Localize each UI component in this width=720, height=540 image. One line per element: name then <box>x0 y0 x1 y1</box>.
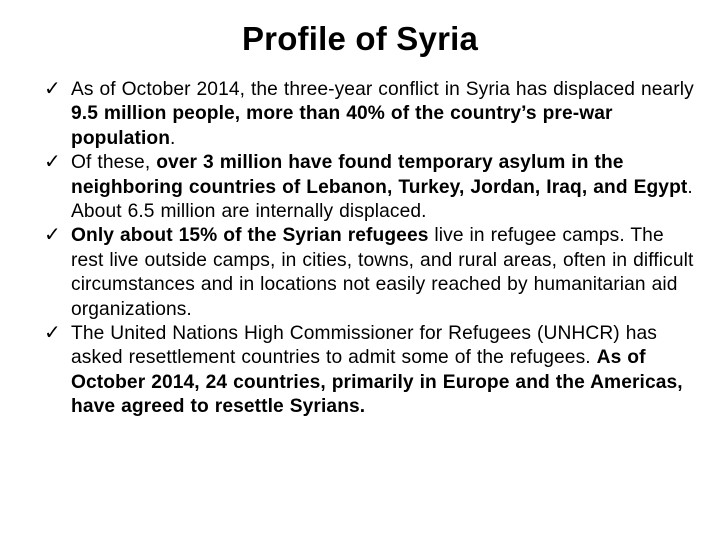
check-mark-icon: ✓ <box>44 78 61 100</box>
bullet-text <box>71 225 693 319</box>
bullet-text-segment-bold: As of October 2014, 24 countries, primarily in Europe and the Americas, have agreed to resettle Syrians. <box>71 347 683 418</box>
check-mark-icon: ✓ <box>44 322 61 345</box>
bullet-text-segment: . <box>170 127 176 149</box>
bullet-text-segment-bold: over 3 million have found temporary asylum in the neighboring countries of Lebanon, Turkey, Jordan, Iraq, and Egypt <box>71 152 688 198</box>
bullet-text <box>71 79 694 149</box>
bullet-text-segment: The United Nations High Commissioner for Refugees (UNHCR) has asked resettlement countries to admit some of the refugees. <box>71 323 657 369</box>
bullet-text-segment: Of these, <box>71 152 157 174</box>
bullet-text-segment-bold: Only about 15% of the Syrian refugees <box>71 225 429 247</box>
bullet-text <box>71 152 693 222</box>
bullet-text-segment-bold: 9.5 million people, more than 40% of the country’s pre-war population <box>71 103 613 149</box>
bullet-item <box>44 78 694 151</box>
bullet-list <box>44 78 694 420</box>
check-mark-icon: ✓ <box>44 224 61 247</box>
bullet-text <box>71 323 683 417</box>
slide-title: Profile of Syria <box>241 20 479 57</box>
bullet-text-segment: live in refugee camps. The rest live outside camps, in cities, towns, and rural areas, often in difficult circumstances and in locations not easily reached by humanitarian aid organizations. <box>71 225 694 320</box>
bullet-item <box>44 322 694 420</box>
check-mark-icon: ✓ <box>44 151 61 174</box>
bullet-item <box>44 151 694 224</box>
bullet-text-segment: . About 6.5 million are internally displaced. <box>71 176 693 223</box>
bullet-item <box>44 224 694 322</box>
bullet-text-segment: As of October 2014, the three-year conflict in Syria has displaced nearly <box>71 79 694 100</box>
